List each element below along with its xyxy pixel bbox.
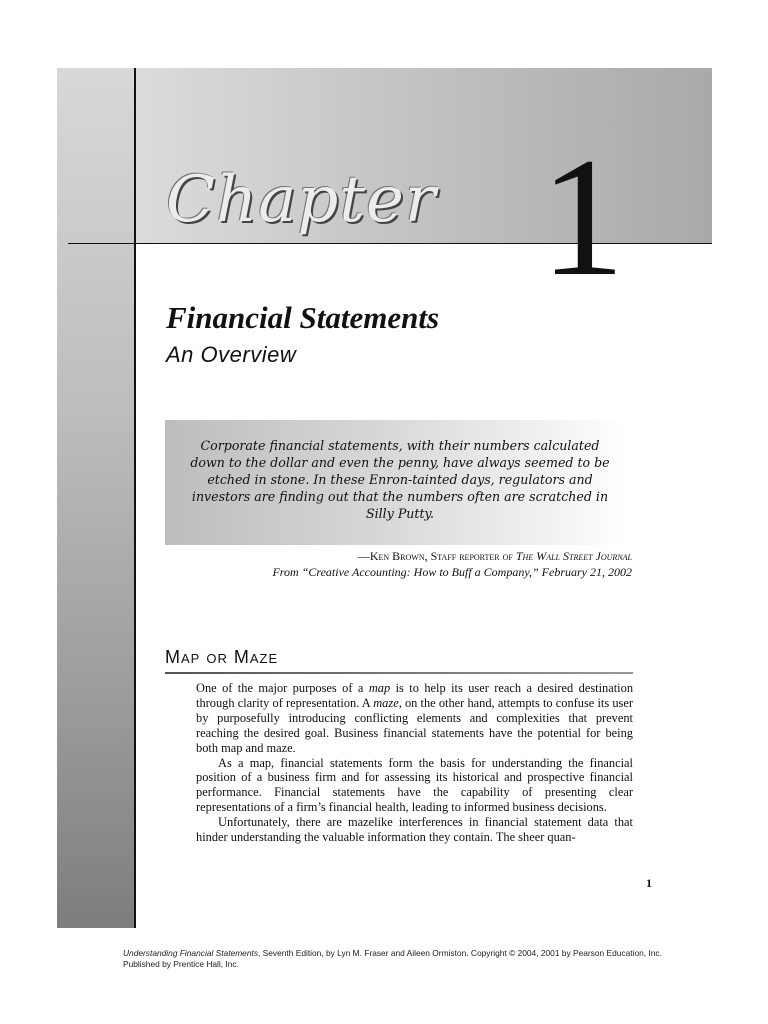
footer-line-1: [123, 948, 723, 959]
body-paragraph-1: [196, 681, 633, 756]
chapter-number: 1: [540, 123, 625, 311]
attribution-dash: —: [357, 549, 370, 563]
epigraph-quote: Corporate financial statements, with their numbers calculated down to the dollar and even the penny, have always seemed to be etched in stone. In these Enron-tainted days, regulators and investors are finding out that the numbers often are scratched in Silly Putty.: [190, 438, 610, 521]
paragraph-text: , on the other hand, attempts to confuse its user by purposefully introducing conflicting elements and complexities that prevent reaching the desired goal. Business financial statements have the potential for being both map and maze.: [196, 695, 633, 755]
epigraph-attribution: [172, 548, 632, 580]
chapter-label: Chapter: [166, 163, 437, 237]
attribution-source: From “Creative Accounting: How to Buff a Company,” February 21, 2002: [272, 565, 632, 579]
paragraph-emphasis-map: map: [368, 681, 391, 695]
footer-line-2: Published by Prentice Hall, Inc.: [123, 958, 239, 969]
section-heading: Map or Maze: [165, 647, 279, 667]
section-body: [196, 681, 633, 845]
sidebar-gradient-band: [57, 68, 135, 928]
attribution-role: , Staff reporter of: [424, 549, 516, 563]
paragraph-text: One of the major purposes of a: [196, 681, 369, 695]
attribution-publication: The Wall Street Journal: [515, 549, 632, 563]
section-heading-rule: [165, 672, 633, 674]
page-number: 1: [646, 876, 652, 890]
footer-line-1-text: , Seventh Edition, by Lyn M. Fraser and Aileen Ormiston. Copyright © 2004, 2001 by Pearson Education, Inc.: [258, 948, 662, 958]
attribution-author: Ken Brown: [369, 549, 425, 563]
chapter-subtitle: An Overview: [166, 342, 297, 367]
copyright-footer: [123, 948, 723, 969]
attribution-author-line: [172, 548, 632, 564]
body-paragraph-2: As a map, financial statements form the basis for understanding the financial position of a business firm and for assessing its historical and prospective financial performance. Financial statements have the capability of presenting clear representations of a firm’s financial health, leading to informed business decisions.: [196, 755, 633, 815]
paragraph-text: is to help its user reach a desired destination through clarity of representation. A: [196, 681, 634, 710]
vertical-rule: [134, 68, 136, 928]
body-paragraph-3: Unfortunately, there are mazelike interferences in financial statement data that hinder understanding the valuable information they contain. The sheer quan-: [196, 815, 633, 845]
paragraph-emphasis-maze: maze: [373, 695, 399, 710]
chapter-title: Financial Statements: [166, 300, 440, 335]
footer-book-title: Understanding Financial Statements: [123, 948, 259, 958]
